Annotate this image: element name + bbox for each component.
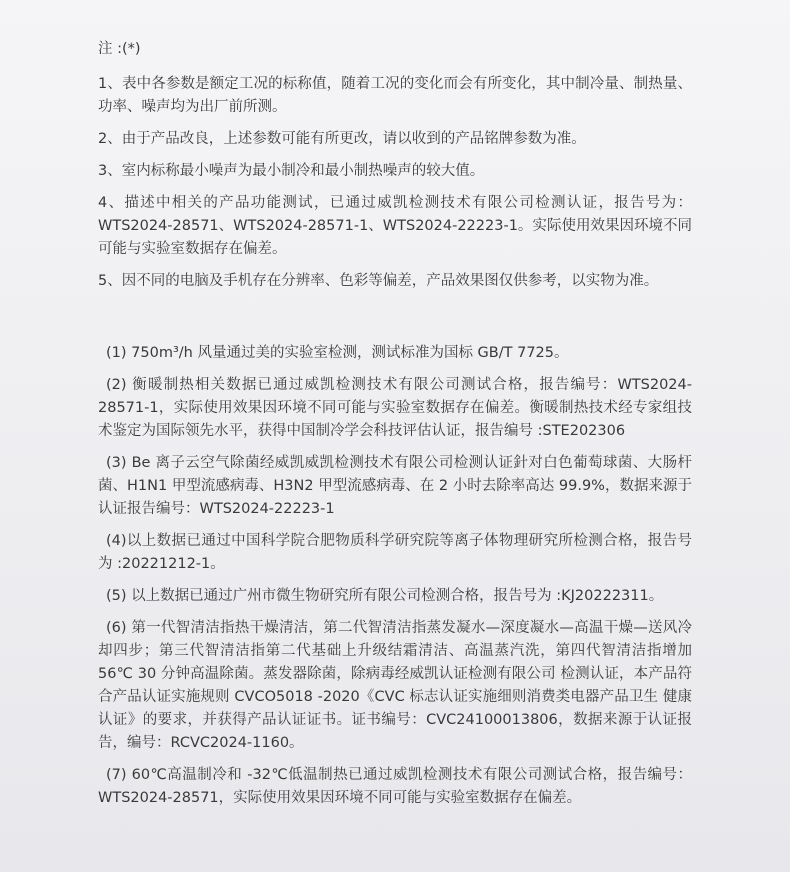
section-spacer — [98, 302, 692, 342]
reference-2: (2) 衡暖制热相关数据已通过威凯检测技术有限公司测试合格，报告编号：WTS2024-28571-1，实际使用效果因环境不同可能与实验室数据存在偏差。衡暖制热技术经专家组技术鉴定为国际领先水平，获得中国制冷学会科技评估认证，报告编号 :STE202306 — [98, 377, 692, 439]
notes-title: 注 :(*) — [98, 41, 141, 57]
note-item-5: 5、因不同的电脑及手机存在分辨率、色彩等偏差，产品效果图仅供参考，以实物为准。 — [98, 273, 659, 289]
reference-3: (3) Be 离子云空气除菌经威凯威凯检测技术有限公司检测认证針对白色葡萄球菌、大肠杆菌、H1N1 甲型流感病毒、H3N2 甲型流感病毒、在 2 小时去除率高达 99.9%，数据来源于认证报告编号：WTS2024-22223-1 — [98, 455, 692, 517]
reference-4: (4)以上数据已通过中国科学院合肥物质科学研究院等离子体物理研究所检测合格，报告号为 :20221212-1。 — [98, 533, 692, 572]
note-item-3: 3、室内标称最小噪声为最小制冷和最小制热噪声的较大值。 — [98, 163, 485, 179]
note-item-4: 4、描述中相关的产品功能测试，已通过威凯检测技术有限公司检测认证，报告号为：WTS2024-28571、WTS2024-28571-1、WTS2024-22223-1。实际使用效果因环境不同可能与实验室数据存在偏差。 — [98, 195, 692, 257]
reference-5: (5) 以上数据已通过广州市微生物研究所有限公司检测合格，报告号为 :KJ20222311。 — [106, 588, 664, 604]
reference-6: (6) 第一代智清洁指热干燥清洁，第二代智清洁指蒸发凝水—深度凝水—高温干燥—送风冷却四步；第三代智清洁指第二代基础上升级结霜清洁、高温蒸汽洗，第四代智清洁指增加 56℃ 30 分钟高温除菌。蒸发器除菌，除病毒经威凯认证检测有限公司 检测认证，本产品符合产品认证实施规则 CVCO5018 -2020《CVC 标志认证实施细则消费类电器产品卫生 健康认证》的要求，并获得产品认证证书。证书编号：CVC24100013806，数据来源于认证报告，编号：RCVC2024-1160。 — [98, 620, 692, 751]
reference-7: (7) 60℃高温制冷和 -32℃低温制热已通过威凯检测技术有限公司测试合格，报告编号：WTS2024-28571，实际使用效果因环境不同可能与实验室数据存在偏差。 — [98, 767, 692, 806]
references-section — [98, 342, 692, 810]
note-item-1: 1、表中各参数是额定工况的标称值，随着工况的变化而会有所变化，其中制冷量、制热量、功率、噪声均为出厂前所测。 — [98, 76, 692, 115]
notes-section — [98, 38, 692, 293]
note-item-2: 2、由于产品改良，上述参数可能有所更改，请以收到的产品铭牌参数为准。 — [98, 131, 586, 147]
reference-1: (1) 750m³/h 风量通过美的实验室检测，测试标准为国标 GB/T 7725。 — [106, 345, 569, 361]
